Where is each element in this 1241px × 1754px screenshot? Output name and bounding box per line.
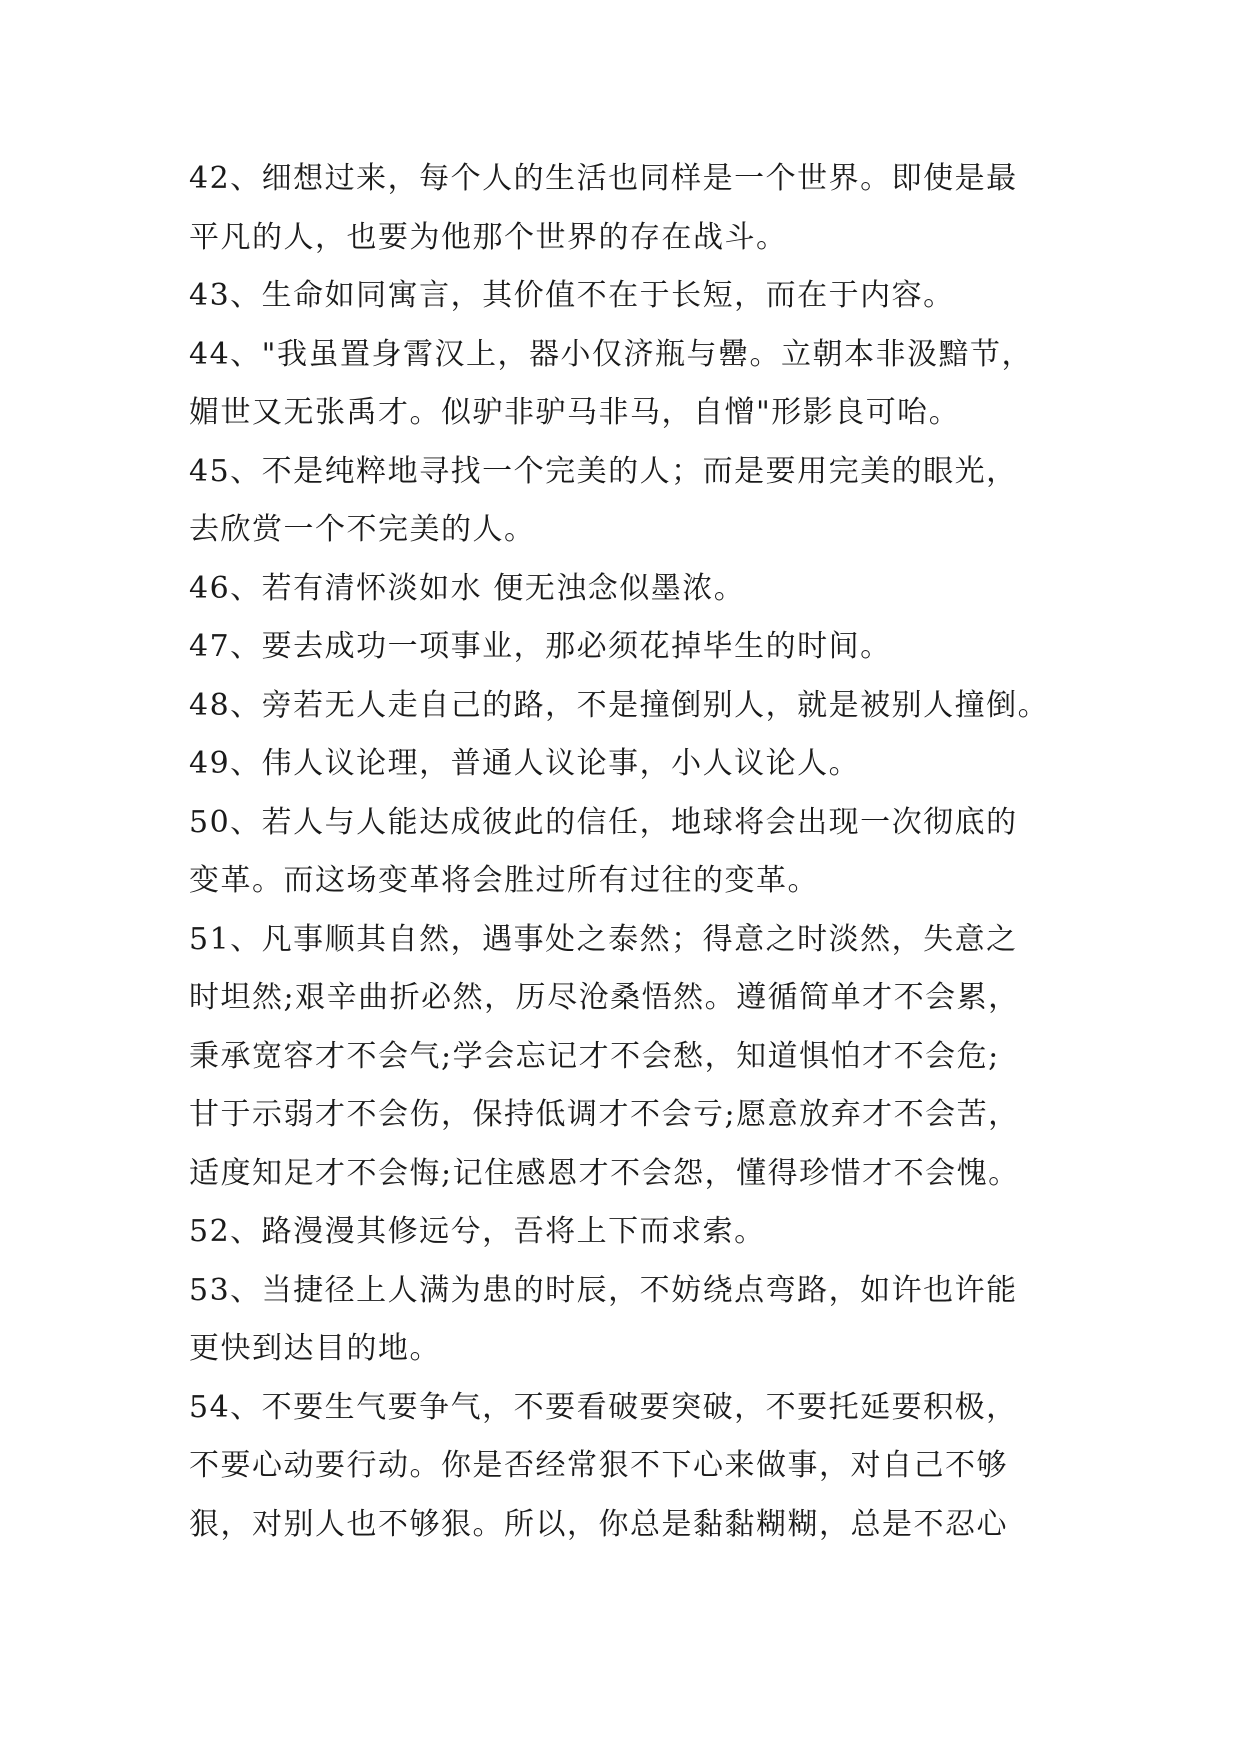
text-line: 更快到达目的地。 — [189, 1331, 441, 1366]
text-line: 47、要去成功一项事业，那必须花掉毕生的时间。 — [189, 629, 892, 664]
paragraph-52 — [189, 1203, 1069, 1262]
text-line: 52、路漫漫其修远兮，吾将上下而求索。 — [189, 1214, 766, 1249]
paragraph-54 — [189, 1379, 1069, 1555]
text-line: 秉承宽容才不会气;学会忘记才不会愁，知道惧怕才不会危; — [189, 1038, 1000, 1074]
text-line: 狠，对别人也不够狠。所以，你总是黏黏糊糊，总是不忍心 — [189, 1506, 1008, 1542]
paragraph-45 — [189, 443, 1069, 560]
paragraph-53 — [189, 1262, 1069, 1379]
text-line: 54、不要生气要争气，不要看破要突破，不要托延要积极， — [189, 1389, 1018, 1425]
text-line: 46、若有清怀淡如水 便无浊念似墨浓。 — [189, 570, 746, 606]
text-line: 45、不是纯粹地寻找一个完美的人；而是要用完美的眼光， — [189, 453, 1018, 489]
paragraph-47 — [189, 618, 1069, 677]
text-line: 50、若人与人能达成彼此的信任，地球将会出现一次彻底的 — [189, 804, 1018, 840]
document-body — [189, 150, 1069, 1554]
text-line: 43、生命如同寓言，其价值不在于长短，而在于内容。 — [189, 278, 955, 313]
text-line: 48、旁若无人走自己的路，不是撞倒别人，就是被别人撞倒。 — [189, 687, 1050, 723]
paragraph-50 — [189, 794, 1069, 911]
text-line: 不要心动要行动。你是否经常狠不下心来做事，对自己不够 — [189, 1448, 1008, 1483]
text-line: 媚世又无张禹才。似驴非驴马非马，自憎"形影良可咍。 — [189, 395, 961, 430]
text-line: 51、凡事顺其自然，遇事处之泰然；得意之时淡然，失意之 — [189, 921, 1018, 957]
text-line: 49、伟人议论理，普通人议论事，小人议论人。 — [189, 746, 861, 781]
paragraph-46 — [189, 560, 1069, 619]
paragraph-48 — [189, 677, 1069, 736]
text-line: 时坦然;艰辛曲折必然，历尽沧桑悟然。遵循简单才不会累， — [189, 980, 1020, 1015]
text-line: 甘于示弱才不会伤，保持低调才不会亏;愿意放弃才不会苦， — [189, 1097, 1020, 1132]
text-line: 适度知足才不会悔;记住感恩才不会怨，懂得珍惜才不会愧。 — [189, 1155, 1020, 1191]
text-line: 去欣赏一个不完美的人。 — [189, 512, 536, 547]
paragraph-43 — [189, 267, 1069, 326]
text-line: 53、当捷径上人满为患的时辰，不妨绕点弯路，如许也许能 — [189, 1272, 1018, 1308]
paragraph-44 — [189, 326, 1069, 443]
paragraph-51 — [189, 911, 1069, 1204]
text-line: 44、"我虽置身霄汉上，器小仅济瓶与罍。立朝本非汲黯节， — [189, 336, 1033, 372]
paragraph-49 — [189, 735, 1069, 794]
text-line: 变革。而这场变革将会胜过所有过往的变革。 — [189, 863, 819, 898]
text-line: 平凡的人，也要为他那个世界的存在战斗。 — [189, 219, 788, 255]
text-line: 42、细想过来，每个人的生活也同样是一个世界。即使是最 — [189, 161, 1018, 196]
paragraph-42 — [189, 150, 1069, 267]
